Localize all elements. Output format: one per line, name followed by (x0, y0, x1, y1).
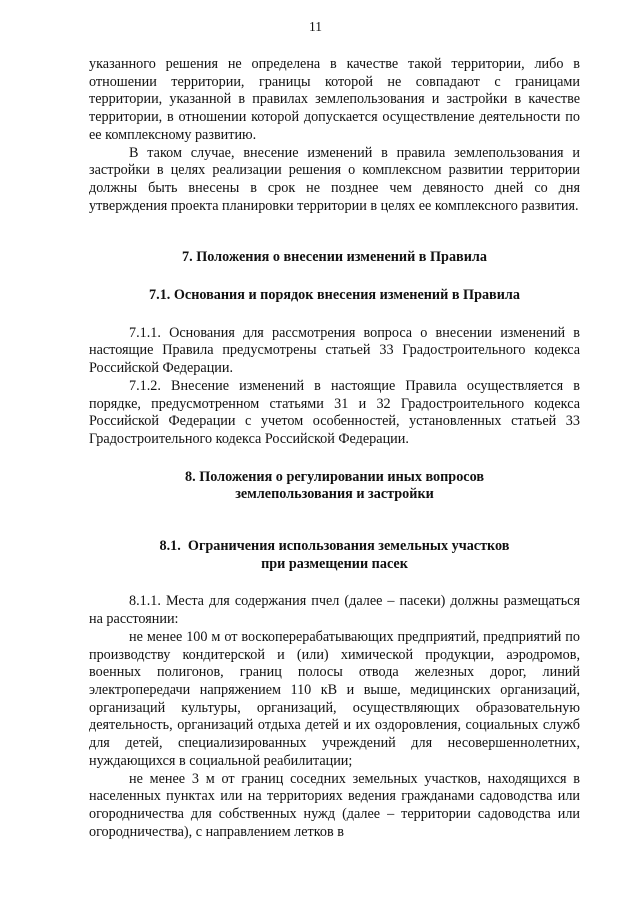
heading-section-7-1: 7.1. Основания и порядок внесения изменений в Правила (149, 287, 520, 304)
paragraph-intro-continuation: указанного решения не определена в качестве такой территории, либо в отношении территории, границы которой не совпадают с границами территории, указанной в правилах землепользования и застройки в качестве территории, в отношении которой допускается осуществление деятельности по ее комплексному развитию. (89, 56, 580, 143)
paragraph-distance-3m: не менее 3 м от границ соседних земельных участков, находящихся в населенных пунктах или на территориях ведения гражданами садоводства или огородничества для собственных нужд (далее – территории садоводства или огородничества), с направлением летков в (89, 770, 580, 840)
heading-section-8-1-line1: 8.1. Ограничения использования земельных участков (159, 538, 510, 555)
page-number: 11 (309, 19, 322, 34)
heading-section-8-line2: землепользования и застройки (235, 486, 434, 503)
heading-section-8-line1: 8. Положения о регулировании иных вопросов (185, 468, 484, 485)
document-body (89, 56, 580, 841)
paragraph-intro-case: В таком случае, внесение изменений в правила землепользования и застройки в целях реализации решения о комплексном развитии территории должны быть внесены в срок не позднее чем девяносто дней со дня утверждения проекта планировки территории в целях ее комплексного развития. (89, 144, 580, 214)
paragraph-distance-100m: не менее 100 м от воскоперерабатывающих предприятий, предприятий по производству кондитерской и (или) химической продукции, аэродромов, военных полигонов, границ полосы отвода железных дорог, линий электропередачи напряжением 110 кВ и выше, медицинских организаций, организаций культуры, организаций, осуществляющих образовательную деятельность, организаций отдыха детей и их оздоровления, социальных служб для детей, специализированных учреждений для несовершеннолетних, нуждающихся в социальной реабилитации; (89, 628, 580, 769)
heading-section-7: 7. Положения о внесении изменений в Правила (182, 249, 487, 266)
paragraph-7-1-1: 7.1.1. Основания для рассмотрения вопроса о внесении изменений в настоящие Правила предусмотрены статьей 33 Градостроительного кодекса Российской Федерации. (89, 324, 580, 377)
heading-section-8-1-line2: при размещении пасек (261, 555, 408, 572)
paragraph-7-1-2: 7.1.2. Внесение изменений в настоящие Правила осуществляется в порядке, предусмотренном статьями 31 и 32 Градостроительного кодекса Российской Федерации с учетом особенностей, установленных статьей 33 Градостроительного кодекса Российской Федерации. (89, 377, 580, 447)
paragraph-8-1-1: 8.1.1. Места для содержания пчел (далее – пасеки) должны размещаться на расстоянии: (89, 593, 580, 628)
